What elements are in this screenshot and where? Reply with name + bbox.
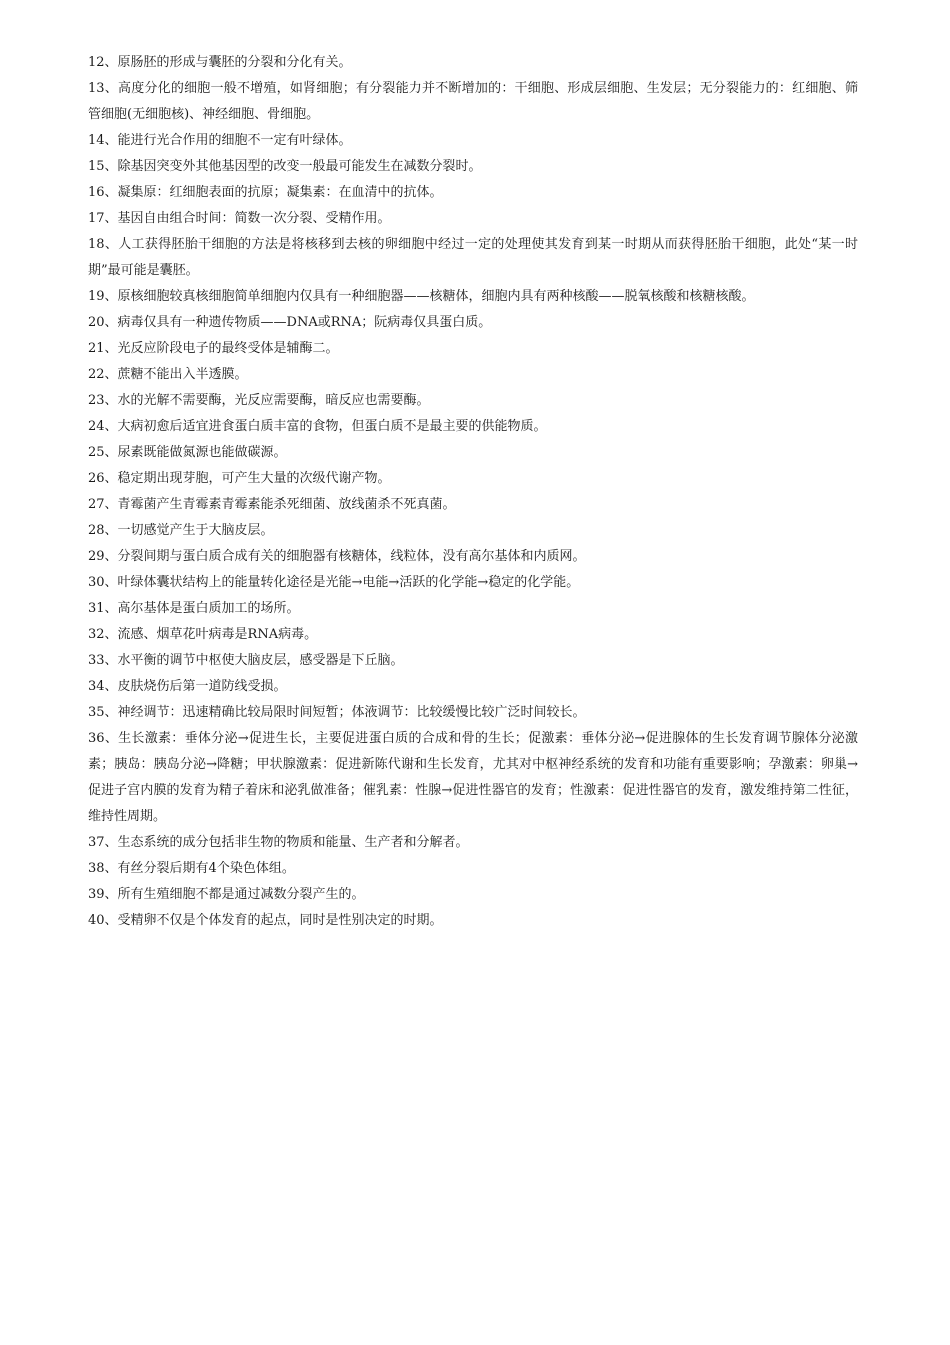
list-item: 30、叶绿体囊状结构上的能量转化途径是光能→电能→活跃的化学能→稳定的化学能。 — [88, 575, 580, 590]
list-item: 26、稳定期出现芽胞，可产生大量的次级代谢产物。 — [88, 471, 391, 486]
list-item: 20、病毒仅具有一种遗传物质——DNA或RNA；阮病毒仅具蛋白质。 — [88, 315, 492, 330]
document-body — [88, 50, 858, 934]
list-item: 33、水平衡的调节中枢使大脑皮层，感受器是下丘脑。 — [88, 653, 404, 668]
list-item: 29、分裂间期与蛋白质合成有关的细胞器有核糖体，线粒体，没有高尔基体和内质网。 — [88, 549, 586, 564]
list-item: 37、生态系统的成分包括非生物的物质和能量、生产者和分解者。 — [88, 835, 469, 850]
list-item: 24、大病初愈后适宜进食蛋白质丰富的食物，但蛋白质不是最主要的供能物质。 — [88, 419, 547, 434]
list-item: 34、皮肤烧伤后第一道防线受损。 — [88, 679, 287, 694]
list-item: 28、一切感觉产生于大脑皮层。 — [88, 523, 274, 538]
list-item: 25、尿素既能做氮源也能做碳源。 — [88, 445, 287, 460]
list-item: 31、高尔基体是蛋白质加工的场所。 — [88, 601, 300, 616]
list-item: 16、凝集原：红细胞表面的抗原；凝集素：在血清中的抗体。 — [88, 185, 443, 200]
list-item: 17、基因自由组合时间：简数一次分裂、受精作用。 — [88, 211, 391, 226]
list-item: 32、流感、烟草花叶病毒是RNA病毒。 — [88, 627, 318, 642]
list-item: 38、有丝分裂后期有4个染色体组。 — [88, 861, 295, 876]
list-item: 13、高度分化的细胞一般不增殖，如肾细胞；有分裂能力并不断增加的：干细胞、形成层细胞、生发层；无分裂能力的：红细胞、筛管细胞(无细胞核)、神经细胞、骨细胞。 — [88, 81, 858, 122]
list-item: 18、人工获得胚胎干细胞的方法是将核移到去核的卵细胞中经过一定的处理使其发育到某一时期从而获得胚胎干细胞，此处“某一时期”最可能是囊胚。 — [88, 237, 858, 278]
list-item: 40、受精卵不仅是个体发育的起点，同时是性别决定的时期。 — [88, 913, 443, 928]
list-item: 21、光反应阶段电子的最终受体是辅酶二。 — [88, 341, 339, 356]
list-item: 39、所有生殖细胞不都是通过减数分裂产生的。 — [88, 887, 365, 902]
list-item: 19、原核细胞较真核细胞简单细胞内仅具有一种细胞器——核糖体，细胞内具有两种核酸——脱氧核酸和核糖核酸。 — [88, 289, 755, 304]
list-item: 36、生长激素：垂体分泌→促进生长，主要促进蛋白质的合成和骨的生长；促激素：垂体分泌→促进腺体的生长发育调节腺体分泌激素；胰岛：胰岛分泌→降糖；甲状腺激素：促进新陈代谢和生长发育，尤其对中枢神经系统的发育和功能有重要影响；孕激素：卵巢→促进子宫内膜的发育为精子着床和泌乳做准备；催乳素：性腺→促进性器官的发育；性激素：促进性器官的发育，激发维持第二性征，维持性周期。 — [88, 731, 858, 824]
list-item: 35、神经调节：迅速精确比较局限时间短暂；体液调节：比较缓慢比较广泛时间较长。 — [88, 705, 586, 720]
list-item: 12、原肠胚的形成与囊胚的分裂和分化有关。 — [88, 55, 352, 70]
list-item: 14、能进行光合作用的细胞不一定有叶绿体。 — [88, 133, 352, 148]
list-item: 15、除基因突变外其他基因型的改变一般最可能发生在减数分裂时。 — [88, 159, 482, 174]
list-item: 27、青霉菌产生青霉素青霉素能杀死细菌、放线菌杀不死真菌。 — [88, 497, 456, 512]
list-item: 23、水的光解不需要酶，光反应需要酶，暗反应也需要酶。 — [88, 393, 430, 408]
list-item: 22、蔗糖不能出入半透膜。 — [88, 367, 248, 382]
